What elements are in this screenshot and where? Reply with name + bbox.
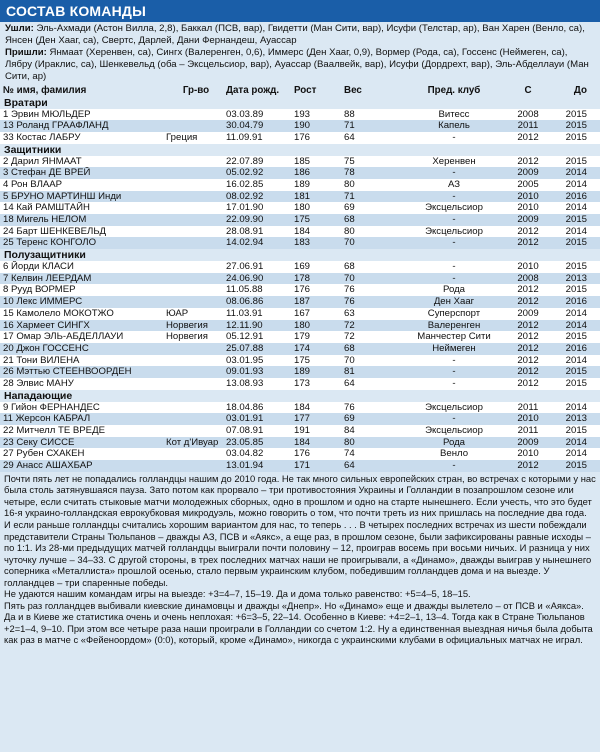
player-dob: 25.07.88 [226, 342, 264, 354]
left-text: Эль-Ахмади (Астон Вилла, 2,8), Баккал (ПСВ, вар), Гвидетти (Ман Сити, вар), Исуфи (Телстар, ар), Ван Харен (Венло, са), Янсен (Ден Хааг, са), Свертс, Дарлей, Дани Фернандеш, Ауассар [5, 23, 585, 46]
player-to: 2015 [565, 425, 587, 437]
player-from: 2009 [517, 214, 539, 226]
table-row [0, 179, 600, 191]
player-name: 29 Анасс АШАХБАР [3, 460, 93, 472]
player-club: Эксцельсиор [425, 401, 483, 413]
table-row [0, 202, 600, 214]
player-from: 2012 [517, 342, 539, 354]
col-name: № имя, фамилия [3, 84, 87, 96]
player-weight: 72 [344, 319, 355, 331]
page-title: СОСТАВ КОМАНДЫ [0, 0, 600, 22]
player-from: 2011 [517, 425, 539, 437]
player-name: 11 Жерсон КАБРАЛ [3, 413, 91, 425]
player-from: 2012 [517, 296, 539, 308]
player-to: 2016 [565, 342, 587, 354]
player-name: 25 Теренс КОНГОЛО [3, 237, 97, 249]
player-country [166, 402, 226, 414]
player-from: 2012 [517, 225, 539, 237]
player-country [166, 273, 226, 285]
player-to: 2015 [565, 237, 587, 249]
player-weight: 80 [344, 436, 355, 448]
player-height: 184 [294, 225, 311, 237]
table-row [0, 273, 600, 285]
player-name: 2 Дарил ЯНМААТ [3, 155, 82, 167]
left-label: Ушли: [5, 23, 34, 34]
player-club: - [452, 413, 456, 425]
player-to: 2015 [565, 331, 587, 343]
player-dob: 07.08.91 [226, 425, 264, 437]
table-row [0, 167, 600, 179]
player-club: - [452, 261, 456, 273]
player-weight: 84 [344, 425, 355, 437]
player-name: 26 Мэттью СТЕЕНВООРДЕН [3, 366, 132, 378]
player-country [166, 460, 226, 472]
player-dob: 11.09.91 [226, 131, 263, 143]
player-dob: 03.04.82 [226, 448, 264, 460]
player-club: Ден Хааг [433, 296, 475, 308]
player-to: 2015 [565, 284, 587, 296]
player-country [166, 425, 226, 437]
player-country [166, 167, 226, 179]
player-dob: 23.05.85 [226, 436, 264, 448]
player-club: - [452, 131, 456, 143]
table-row [0, 120, 600, 132]
player-country [166, 156, 226, 168]
player-club: Эксцельсиор [425, 425, 483, 437]
player-weight: 69 [344, 202, 355, 214]
player-country [166, 214, 226, 226]
player-club: Манчестер Сити [417, 331, 491, 343]
player-from: 2012 [517, 319, 539, 331]
player-country [166, 120, 226, 132]
player-dob: 05.02.92 [226, 167, 264, 179]
player-weight: 88 [344, 108, 355, 120]
player-club: Витесс [438, 108, 470, 120]
player-height: 181 [294, 190, 311, 202]
player-from: 2010 [517, 413, 539, 425]
player-club: АЗ [447, 178, 461, 190]
player-weight: 75 [344, 155, 355, 167]
player-country [166, 355, 226, 367]
article-paragraph: Почти пять лет не попадались голландцы нашим до 2010 года. Не так много сильных европейских стран, во встречах с которыми у нас была столь затянувшаяся пауза. Зато потом как прорвало – три противостояния Украины и Голландии в позапрошлом сезоне или четыре, если считать стыковые матчи молодежных сборных, одно в прошлом и одно на старте нынешнего. Если учесть, что это будет 16-я украино-голландская еврокубковая микродуэль, можно говорить о том, что почти треть из них пришлась на последние два года. [4, 472, 596, 519]
player-to: 2015 [565, 155, 587, 167]
player-from: 2011 [517, 401, 539, 413]
player-weight: 74 [344, 448, 355, 460]
player-to: 2014 [565, 202, 587, 214]
player-name: 6 Йорди КЛАСИ [3, 261, 74, 273]
player-height: 186 [294, 167, 311, 179]
player-country [166, 343, 226, 355]
player-name: 14 Кай РАМШТАЙН [3, 202, 90, 214]
player-dob: 14.02.94 [226, 237, 264, 249]
player-country [166, 226, 226, 238]
player-country [166, 366, 226, 378]
table-row [0, 343, 600, 355]
player-from: 2011 [517, 120, 539, 132]
col-country: Гр-во [182, 84, 210, 96]
table-row [0, 366, 600, 378]
player-country [166, 237, 226, 249]
player-to: 2015 [565, 131, 587, 143]
player-dob: 08.02.92 [226, 190, 264, 202]
player-from: 2008 [517, 108, 539, 120]
player-club: Неймеген [432, 342, 476, 354]
table-row [0, 237, 600, 249]
player-dob: 11.05.88 [226, 284, 263, 296]
table-row [0, 460, 600, 472]
player-club: Валеренген [427, 319, 481, 331]
section-title: Защитники [0, 144, 600, 156]
player-to: 2014 [565, 354, 587, 366]
player-dob: 27.06.91 [226, 261, 264, 273]
player-from: 2009 [517, 436, 539, 448]
player-name: 7 Келвин ЛЕЕРДАМ [3, 272, 92, 284]
player-height: 184 [294, 401, 311, 413]
player-club: Венло [439, 448, 469, 460]
table-row [0, 448, 600, 460]
player-height: 167 [294, 307, 311, 319]
player-name: 17 Омар ЭЛЬ-АБДЕЛЛАУИ [3, 331, 124, 343]
player-club: Капель [438, 120, 470, 132]
col-from: С [524, 84, 532, 96]
col-to: До [573, 84, 587, 96]
player-height: 191 [294, 425, 311, 437]
player-height: 173 [294, 377, 311, 389]
player-dob: 17.01.90 [226, 202, 264, 214]
player-from: 2009 [517, 167, 539, 179]
player-dob: 03.01.95 [226, 354, 264, 366]
article-paragraph: Не удаются нашим командам игры на выезде: +3=4–7, 15–19. Да и дома только равенство: +5=4–5, 18–15. [4, 588, 471, 600]
player-country [166, 296, 226, 308]
table-row [0, 284, 600, 296]
player-name: 9 Гийон ФЕРНАНДЕС [3, 401, 100, 413]
player-to: 2016 [565, 296, 587, 308]
player-height: 175 [294, 354, 311, 366]
player-weight: 69 [344, 413, 355, 425]
player-dob: 13.08.93 [226, 377, 264, 389]
table-row [0, 296, 600, 308]
player-to: 2013 [565, 272, 587, 284]
article-paragraph: Пять раз голландцев выбивали киевские динамовцы и дважды «Днепр». Но «Динамо» еще и дважды вылетело – от ПСВ и «Аякса». [4, 599, 584, 611]
player-from: 2010 [517, 190, 539, 202]
player-dob: 08.06.86 [226, 296, 264, 308]
player-height: 187 [294, 296, 311, 308]
player-from: 2012 [517, 284, 539, 296]
player-height: 189 [294, 366, 311, 378]
player-to: 2014 [565, 319, 587, 331]
table-row [0, 308, 600, 320]
table-row [0, 156, 600, 168]
player-height: 176 [294, 284, 311, 296]
player-country [166, 448, 226, 460]
player-club: Эксцельсиор [425, 202, 483, 214]
player-club: Херенвен [432, 155, 476, 167]
player-dob: 12.11.90 [226, 319, 263, 331]
player-from: 2012 [517, 131, 539, 143]
player-dob: 22.09.90 [226, 214, 264, 226]
player-club: - [452, 237, 456, 249]
player-to: 2014 [565, 167, 587, 179]
arrived-label: Пришли: [5, 46, 47, 58]
player-weight: 71 [344, 190, 355, 202]
roster-table [0, 97, 600, 472]
player-height: 171 [294, 460, 311, 472]
player-dob: 03.03.89 [226, 108, 264, 120]
player-from: 2012 [517, 377, 539, 389]
player-name: 23 Секу СИССЕ [3, 436, 75, 448]
article-paragraph: И если раньше голландцы считались хорошим вариантом для нас, то теперь . . . В четырех последних встречах из шести побеждали представители Страны Тюльпанов – дважды АЗ, ПСВ и «Аякс», а еще раз, в прошлом сезоне, были зафиксированы равные исходы – по 1:1. Из 28-ми предыдущих матчей голландцы выиграли почти половину – 12, проиграв восемь при восьми ничьих. И разница у них чуточку лучше – 34–33. С другой стороны, в трех последних матчах наши не проигрывали, а «Динамо», дважды выиграв у нынешнего соперника «Металлиста» прошлой осенью, стало первым украинским клубом, победившим голландцев дома и на выезде. У голландцев – три спаренные победы. [4, 518, 592, 588]
player-to: 2014 [565, 436, 587, 448]
player-weight: 64 [344, 377, 355, 389]
player-to: 2016 [565, 190, 587, 202]
player-name: 33 Костас ЛАБРУ [3, 131, 81, 143]
player-weight: 78 [344, 167, 355, 179]
player-country [166, 109, 226, 121]
player-club: Суперспорт [427, 307, 481, 319]
player-name: 21 Тони ВИЛЕНА [3, 354, 80, 366]
player-weight: 70 [344, 272, 355, 284]
player-height: 185 [294, 155, 311, 167]
player-country: Норвегия [166, 319, 208, 331]
player-club: - [452, 354, 456, 366]
player-height: 177 [294, 413, 311, 425]
player-to: 2015 [565, 460, 587, 472]
player-from: 2010 [517, 261, 539, 273]
player-dob: 30.04.79 [226, 120, 264, 132]
player-height: 190 [294, 120, 311, 132]
player-from: 2012 [517, 331, 539, 343]
player-height: 176 [294, 131, 311, 143]
player-country [166, 179, 226, 191]
table-header [0, 84, 600, 97]
article [0, 472, 600, 646]
player-club: Эксцельсиор [425, 225, 483, 237]
player-height: 180 [294, 319, 311, 331]
player-from: 2010 [517, 202, 539, 214]
section-title: Полузащитники [0, 249, 600, 261]
player-name: 22 Митчелл ТЕ ВРЕДЕ [3, 425, 105, 437]
player-height: 193 [294, 108, 311, 120]
player-to: 2015 [565, 108, 587, 120]
table-row [0, 331, 600, 343]
player-club: - [452, 167, 456, 179]
transfers-left [5, 23, 595, 47]
player-from: 2010 [517, 448, 539, 460]
arrived-text: Янмаат (Херенвен, са), Сингх (Валеренген, 0,6), Иммерс (Ден Хааг, 0,9), Вормер (Рода, са), Госсенс (Неймеген, са), Лябру (Ираклис, са), Шенкевельд (оба – Эксцельсиор, вар), Ауассар (Ваалвейк, вар), Исуфи (Дордрехт, вар), Эль-Абделлауи (Ман Сити, ар) [5, 46, 589, 82]
player-weight: 63 [344, 307, 355, 319]
player-dob: 28.08.91 [226, 225, 264, 237]
player-to: 2013 [565, 413, 587, 425]
player-country [166, 191, 226, 203]
transfers-block [0, 22, 600, 84]
col-club: Пред. клуб [427, 84, 481, 96]
player-name: 15 Камолело МОКОТЖО [3, 307, 114, 319]
player-dob: 11.03.91 [226, 307, 263, 319]
player-from: 2012 [517, 460, 539, 472]
player-country [166, 284, 226, 296]
player-name: 16 Хармеет СИНГХ [3, 319, 90, 331]
table-row [0, 214, 600, 226]
player-name: 18 Мигель НЕЛОМ [3, 214, 87, 226]
section-title: Вратари [0, 97, 600, 109]
table-row [0, 191, 600, 203]
player-club: - [452, 272, 456, 284]
player-name: 24 Барт ШЕНКЕВЕЛЬД [3, 225, 106, 237]
article-paragraph: Да и в Киеве же статистика очень и очень неплохая: +6=3–5, 22–14. Особенно в Киеве: +4=2–1, 13–4. Тогда как в Стране Тюльпанов +2=1–4, 9–10. При этом все четыре раза наши проиграли в Голландии со счетом 1:2. Ну а единственная выездная ничья была добыта как раз в матче с «Фейеноордом» (0:0), который, кроме «Динамо», никогда с украинскими клубами в официальных матчах не играл. [4, 611, 593, 646]
player-to: 2015 [565, 377, 587, 389]
player-weight: 80 [344, 178, 355, 190]
player-dob: 22.07.89 [226, 155, 264, 167]
player-weight: 68 [344, 261, 355, 273]
player-weight: 72 [344, 331, 355, 343]
player-weight: 80 [344, 225, 355, 237]
table-row [0, 413, 600, 425]
player-name: 1 Эрвин МЮЛЬДЕР [3, 108, 91, 120]
player-name: 20 Джон ГОССЕНС [3, 342, 89, 354]
player-weight: 70 [344, 237, 355, 249]
col-weight: Вес [344, 84, 362, 96]
player-country [166, 413, 226, 425]
player-height: 183 [294, 237, 311, 249]
player-name: 3 Стефан ДЕ ВРЕЙ [3, 167, 91, 179]
player-from: 2012 [517, 366, 539, 378]
player-height: 189 [294, 178, 311, 190]
col-height: Рост [294, 84, 317, 96]
player-club: - [452, 190, 456, 202]
player-from: 2008 [517, 272, 539, 284]
player-weight: 81 [344, 366, 355, 378]
player-country: Кот д'Ивуар [166, 436, 219, 448]
player-name: 10 Лекс ИММЕРС [3, 296, 83, 308]
player-weight: 76 [344, 296, 355, 308]
player-name: 13 Роланд ГРААФЛАНД [3, 120, 109, 132]
table-row [0, 132, 600, 144]
player-weight: 68 [344, 214, 355, 226]
player-height: 169 [294, 261, 311, 273]
player-weight: 68 [344, 342, 355, 354]
player-from: 2012 [517, 354, 539, 366]
player-club: - [452, 460, 456, 472]
player-to: 2014 [565, 225, 587, 237]
player-to: 2014 [565, 401, 587, 413]
player-height: 176 [294, 448, 311, 460]
player-name: 8 Рууд ВОРМЕР [3, 284, 76, 296]
player-weight: 70 [344, 354, 355, 366]
player-name: 28 Элвис МАНУ [3, 377, 74, 389]
table-row [0, 378, 600, 390]
table-row [0, 437, 600, 449]
player-weight: 64 [344, 460, 355, 472]
player-from: 2012 [517, 237, 539, 249]
table-row [0, 320, 600, 332]
player-club: - [452, 366, 456, 378]
table-row [0, 355, 600, 367]
player-dob: 05.12.91 [226, 331, 264, 343]
player-to: 2015 [565, 261, 587, 273]
player-country: Греция [166, 131, 198, 143]
player-to: 2015 [565, 120, 587, 132]
table-row [0, 402, 600, 414]
player-country: ЮАР [166, 307, 189, 319]
player-dob: 09.01.93 [226, 366, 264, 378]
player-country [166, 261, 226, 273]
player-height: 175 [294, 214, 311, 226]
player-height: 179 [294, 331, 311, 343]
player-club: - [452, 377, 456, 389]
table-row [0, 425, 600, 437]
player-club: Рода [442, 436, 466, 448]
player-height: 174 [294, 342, 311, 354]
player-to: 2015 [565, 366, 587, 378]
player-dob: 03.01.91 [226, 413, 264, 425]
player-dob: 16.02.85 [226, 178, 264, 190]
player-name: 4 Рон ВЛААР [3, 178, 63, 190]
col-dob: Дата рожд. [226, 84, 280, 96]
player-weight: 76 [344, 401, 355, 413]
player-dob: 24.06.90 [226, 272, 264, 284]
player-to: 2014 [565, 178, 587, 190]
player-weight: 76 [344, 284, 355, 296]
player-from: 2012 [517, 155, 539, 167]
player-name: 5 БРУНО МАРТИНШ Инди [3, 190, 122, 202]
table-row [0, 226, 600, 238]
section-title: Нападающие [0, 390, 600, 402]
player-to: 2014 [565, 448, 587, 460]
player-to: 2015 [565, 214, 587, 226]
player-weight: 71 [344, 120, 355, 132]
table-row [0, 261, 600, 273]
transfers-arrived [5, 47, 595, 83]
player-country [166, 378, 226, 390]
player-weight: 64 [344, 131, 355, 143]
player-height: 184 [294, 436, 311, 448]
player-height: 180 [294, 202, 311, 214]
table-row [0, 109, 600, 121]
player-country: Норвегия [166, 331, 208, 343]
player-dob: 13.01.94 [226, 460, 264, 472]
player-country [166, 202, 226, 214]
player-height: 178 [294, 272, 311, 284]
player-club: - [452, 214, 456, 226]
player-to: 2014 [565, 307, 587, 319]
player-name: 27 Рубен СХАКЕН [3, 448, 85, 460]
player-club: Рода [442, 284, 466, 296]
player-from: 2009 [517, 307, 539, 319]
player-from: 2005 [517, 178, 539, 190]
player-dob: 18.04.86 [226, 401, 264, 413]
